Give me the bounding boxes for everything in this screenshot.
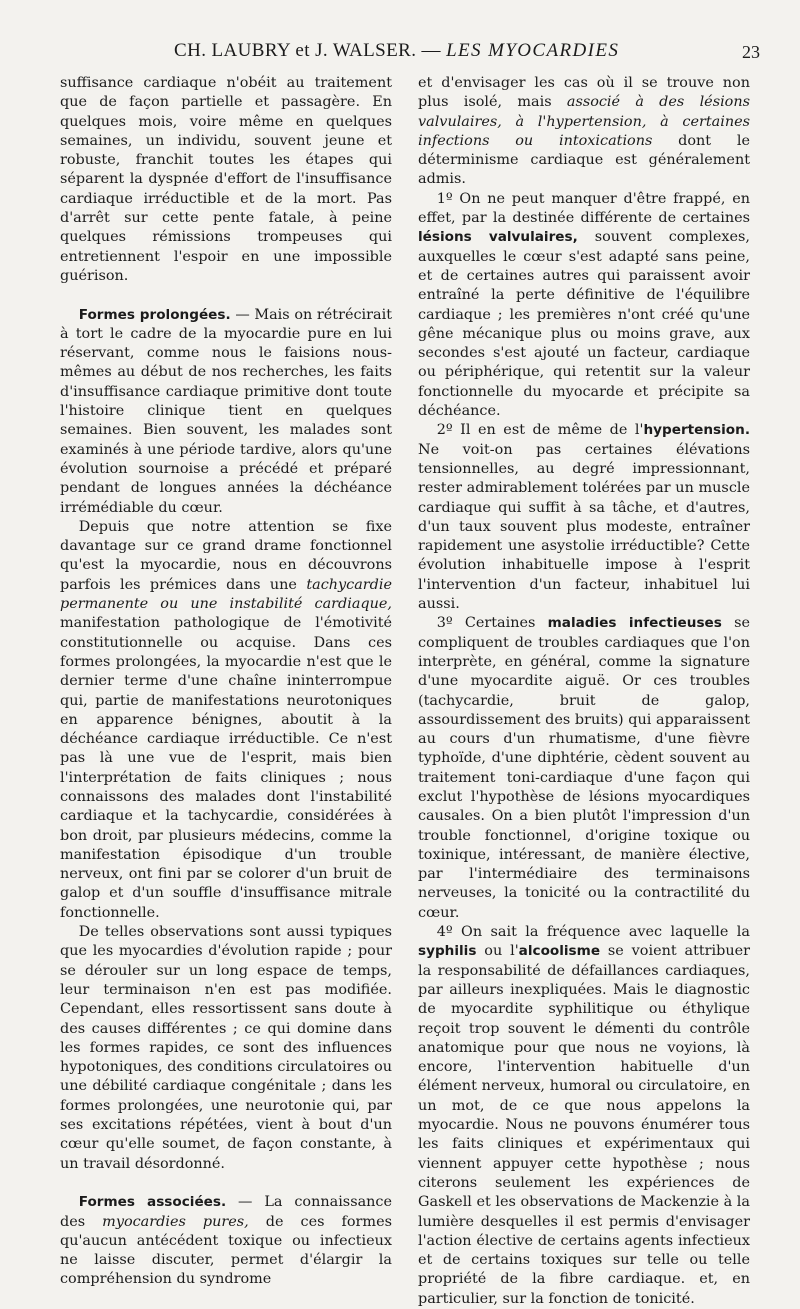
italic-phrase: associé à des lésions valvulaires, à l'hypertension, à certaines infections ou intoxications <box>418 94 750 149</box>
paragraph-text: 3º Certaines <box>436 615 548 632</box>
section-heading-formes-prolongees: Formes prolongées. <box>78 306 231 323</box>
header-authors: CH. LAUBRY et J. WALSER. <box>174 40 417 61</box>
paragraph-text: manifestation pathologique de l'émotivité constitutionnelle ou acquise. Dans ces formes prolongées, la myocardie n'est que le dernier terme d'une chaîne ininterrompue qui, partie de manifestations neurotoniques en apparence bénignes, aboutit à la déchéance cardiaque irréductible. Ce n'est pas là une vue de l'esprit, mais bien l'interprétation de faits cliniques ; nous connaissons des malades dont l'instabilité cardiaque et la tachycardie, considérées à bon droit, par plusieurs médecins, comme la manifestation épisodique d'un trouble nerveux, ont fini par se colorer d'un bruit de galop et d'un souffle d'insuffisance mitrale fonctionnelle. <box>60 615 392 921</box>
keyword-lesions-valvulaires: lésions valvulaires, <box>418 229 578 246</box>
keyword-syphilis: syphilis <box>418 943 477 960</box>
header-title: LES MYOCARDIES <box>446 40 620 61</box>
paragraph-formes-prolongees <box>60 306 392 518</box>
page-number: 23 <box>742 42 760 62</box>
keyword-alcoolisme: alcoolisme <box>518 943 601 960</box>
section-heading-formes-associees: Formes associées. <box>78 1194 227 1211</box>
paragraph-hypertension <box>418 421 750 614</box>
left-column <box>60 74 392 1290</box>
running-head <box>60 40 760 68</box>
paragraph-text: — La connaissance des <box>60 1194 392 1230</box>
paragraph-text: 2º Il en est de même de l' <box>436 422 644 439</box>
paragraph-text: se voient attribuer la responsabilité de défaillances cardiaques, par ailleurs inexpliquées. Mais le diagnostic de myocardite syphilitique ou éthylique reçoit trop souvent le démenti du contrôle anatomique pour que nous ne voyions, là encore, l'intervention habituelle d'un élément nerveux, humoral ou circulatoire, en un mot, de ce que nous appelons la myocardie. Nous ne pouvons énumérer tous les faits cliniques et expérimentaux qui viennent appuyer cette hypothèse ; nous citerons seulement les expériences de Gaskell et les observations de Mackenzie à la lumière desquelles il est permis d'envisager l'action élective de certains agents infectieux et de certains toxiques sur telle ou telle propriété de la fibre cardiaque. et, en particulier, sur la fonction de tonicité. <box>418 943 751 1307</box>
right-column <box>418 74 750 1309</box>
paragraph-maladies-infectieuses <box>418 614 750 923</box>
paragraph-left-1: suffisance cardiaque n'obéit au traitement que de façon partielle et passagère. En quelques mois, voire même en quelques semaines, un individu, souvent jeune et robuste, franchit toutes les étapes qui séparent la dyspnée d'effort de l'insuffisance cardiaque irréductible et de la mort. Pas d'arrêt sur cette pente fatale, à peine quelques rémissions trompeuses qui entretiennent l'espoir en une impossible guérison. <box>60 75 392 284</box>
italic-phrase: myocardies pures, <box>102 1213 249 1230</box>
paragraph-left-3 <box>60 518 392 923</box>
paragraph-text: et d'envisager les cas où il se trouve non plus isolé, mais <box>418 75 750 111</box>
paragraph-text: Ne voit-on pas certaines élévations tensionnelles, au degré impressionnant, rester admirablement tolérées par un muscle cardiaque qui suffit à sa tâche, et d'autres, d'un taux souvent plus modeste, entraîner rapidement une asystolie irréductible? Cette évolution inhabituelle impose à l'esprit l'intervention d'un facteur, inhabituel lui aussi. <box>418 441 750 613</box>
paragraph-text: 4º On sait la fréquence avec laquelle la <box>436 924 750 941</box>
paragraph-text: de ces formes qu'aucun antécédent toxique ou infectieux ne laisse discuter, permet d'élargir la compréhension du syndrome <box>60 1213 392 1288</box>
paragraph-left-4: De telles observations sont aussi typiques que les myocardies d'évolution rapide ; pour se dérouler sur un long espace de temps, leur terminaison n'en est pas modifiée. Cependant, elles ressortissent sans doute à des causes différentes ; ce qui domine dans les formes rapides, ce sont des influences hypotoniques, des conditions circulatoires ou une débilité cardiaque congénitale ; dans les formes prolongées, une neurotonie qui, par ses excitations répétées, vient à bout d'un cœur qu'elle soumet, de façon constante, à un travail désordonné. <box>60 924 392 1172</box>
header-dash: — <box>416 40 447 61</box>
paragraph-text: ou l' <box>476 943 519 960</box>
keyword-maladies-infectieuses: maladies infectieuses <box>547 615 722 632</box>
paragraph-text: souvent complexes, auxquelles le cœur s'est adapté sans peine, et de certaines autres qui paraissent avoir entraîné la perte définitive de l'équilibre cardiaque ; les premières n'ont créé qu'une gêne mécanique plus ou moins grave, aux secondes s'est ajouté un facteur, cardiaque ou périphérique, qui retentit sur la valeur fonctionnelle du myocarde et précipite sa déchéance. <box>418 229 750 420</box>
keyword-hypertension: hypertension. <box>643 422 750 439</box>
paragraph-text: — Mais on rétrécirait à tort le cadre de la myocardie pure en lui réservant, comme nous le faisions nous-mêmes au début de nos recherches, les faits d'insuffisance cardiaque primitive dont toute l'histoire clinique tient en quelques semaines. Bien souvent, les malades sont examinés à une période tardive, alors qu'une évolution sournoise a précédé et préparé pendant de longues années la déchéance irrémédiable du cœur. <box>60 306 392 516</box>
italic-phrase: tachycardie permanente ou une instabilité cardiaque, <box>60 576 392 613</box>
paragraph-text: 1º On ne peut manquer d'être frappé, en effet, par la destinée différente de certaines <box>418 190 750 227</box>
paragraph-text: dont le déterminisme cardiaque est généralement admis. <box>418 132 750 188</box>
paragraph-syphilis-alcoolisme <box>418 923 750 1309</box>
paragraph-right-1 <box>418 74 750 190</box>
paragraph-text: se compliquent de troubles cardiaques que l'on interprète, en général, comme la signature d'une myocardite aiguë. Or ces troubles (tachycardie, bruit de galop, assourdissement des bruits) qui apparaissent au cours d'un rhumatisme, d'une fièvre typhoïde, d'une diphtérie, cèdent souvent au traitement toni-cardiaque d'une façon qui exclut l'hypothèse de lésions myocardiques causales. On a bien plutôt l'impression d'un trouble fonctionnel, d'origine toxique ou toxinique, intéressant, de manière élective, par l'intermédiaire des terminaisons nerveuses, la tonicité ou la contractilité du cœur. <box>418 615 750 921</box>
running-title <box>174 40 619 62</box>
paragraph-text: Depuis que notre attention se fixe davantage sur ce grand drame fonctionnel qu'est la myocardie, nous en découvrons parfois les prémices dans une <box>60 518 392 593</box>
paragraph-formes-associees <box>60 1193 392 1289</box>
paragraph-lesions-valvulaires <box>418 190 750 422</box>
